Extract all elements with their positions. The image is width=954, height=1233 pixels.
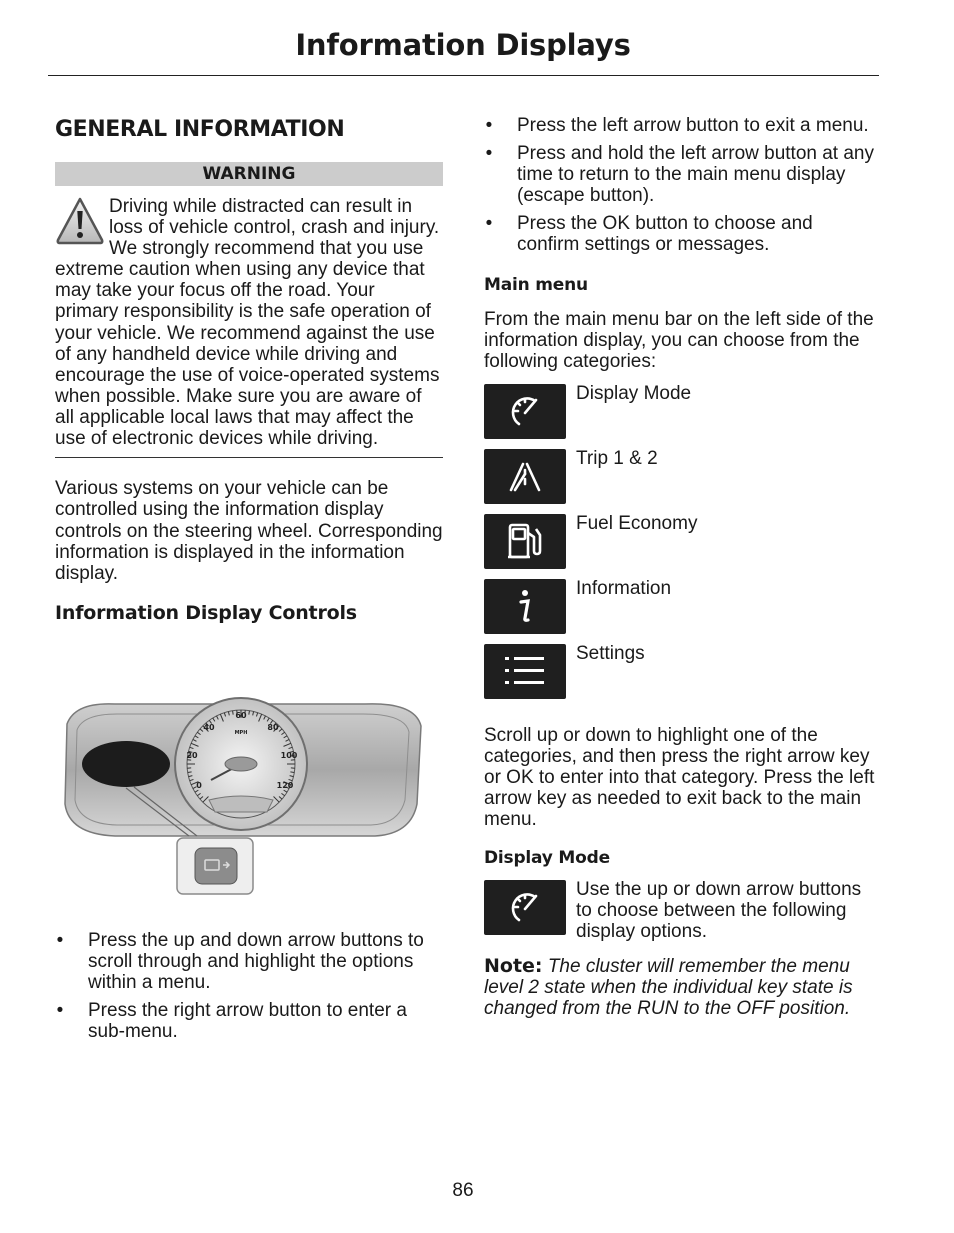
speed-tick-100: 100 xyxy=(280,751,298,760)
display-mode-text: Use the up or down arrow buttons to choose between the following display options. xyxy=(576,878,862,942)
speed-tick-0: 0 xyxy=(196,781,202,790)
warning-box xyxy=(55,196,443,449)
display-mode-block xyxy=(484,880,876,956)
scroll-paragraph: Scroll up or down to highlight one of the categories, and then press the right arrow key or OK to enter into that category. Press the left arrow key as needed to exit back to the main menu. xyxy=(484,724,875,831)
category-display-mode xyxy=(484,384,876,449)
left-column xyxy=(55,115,443,624)
list-item: • Press the OK button to choose and confirm settings or messages. xyxy=(485,213,813,255)
speed-tick-40: 40 xyxy=(203,723,215,732)
page-number: 86 xyxy=(452,1180,474,1201)
note-paragraph xyxy=(484,956,876,1020)
control-bullets xyxy=(55,930,445,1049)
title-rule xyxy=(48,75,879,76)
info-icon xyxy=(484,579,566,634)
main-menu-paragraph: From the main menu bar on the left side of the information display, you can choose from the following categories: xyxy=(484,309,874,373)
speed-tick-80: 80 xyxy=(267,723,279,732)
warning-text: Driving while distracted can result in loss of vehicle control, crash and injury. We strongly recommend that you use extreme caution when using any device that may take your focus off the road. Your primary responsibility is the safe operation of your vehicle. We recommend against the use of any handheld device while driving and encourage the use of voice-operated systems when possible. Make sure you are aware of all applicable local laws that may affect the use of electronic devices while driving. xyxy=(55,196,440,450)
category-settings xyxy=(484,644,876,709)
category-list xyxy=(484,384,876,709)
category-label: Display Mode xyxy=(576,382,692,404)
instrument-cluster-illustration xyxy=(55,684,427,900)
list-item: • Press the up and down arrow buttons to scroll through and highlight the options within a menu. xyxy=(56,930,424,994)
warning-triangle-icon xyxy=(55,196,105,246)
speed-tick-60: 60 xyxy=(235,711,247,720)
gauge-tick xyxy=(249,711,250,715)
list-item: • Press the left arrow button to exit a menu. xyxy=(485,115,869,136)
main-menu-heading: Main menu xyxy=(484,275,588,295)
category-label: Settings xyxy=(576,642,645,664)
note-label: Note: xyxy=(484,954,543,977)
note-text: The cluster will remember the menu level 2 state when the individual key state is changed from the RUN to the OFF position. xyxy=(484,955,853,1020)
category-label: Trip 1 & 2 xyxy=(576,447,658,469)
speed-tick-20: 20 xyxy=(186,751,198,760)
gauge-tick xyxy=(188,772,192,773)
gauge-tick xyxy=(233,711,234,715)
right-column xyxy=(484,115,876,1019)
display-mode-heading: Display Mode xyxy=(484,847,610,868)
gauge-icon xyxy=(484,384,566,439)
list-item: • Press and hold the left arrow button at any time to return to the main menu display (escape button). xyxy=(485,143,874,206)
speed-tick-120: 120 xyxy=(276,781,294,790)
display-screen xyxy=(82,741,170,787)
page-title: Information Displays xyxy=(295,28,631,62)
speed-unit: MPH xyxy=(234,730,248,736)
warning-label: WARNING xyxy=(55,162,443,186)
category-fuel-economy xyxy=(484,514,876,579)
list-icon xyxy=(484,644,566,699)
road-icon xyxy=(484,449,566,504)
warning-rule xyxy=(55,457,443,458)
category-trip xyxy=(484,449,876,514)
list-item: • Press the right arrow button to enter a sub-menu. xyxy=(56,1000,407,1043)
fuel-pump-icon xyxy=(484,514,566,569)
section-title: GENERAL INFORMATION xyxy=(55,117,345,142)
category-label: Information xyxy=(576,577,672,599)
gauge-tick xyxy=(290,772,294,773)
gauge-icon xyxy=(484,880,566,935)
category-information xyxy=(484,579,876,644)
category-label: Fuel Economy xyxy=(576,512,698,534)
intro-paragraph: Various systems on your vehicle can be controlled using the information display controls on the steering wheel. Corresponding information is displayed in the information display. xyxy=(55,478,443,584)
controls-heading: Information Display Controls xyxy=(55,602,357,625)
